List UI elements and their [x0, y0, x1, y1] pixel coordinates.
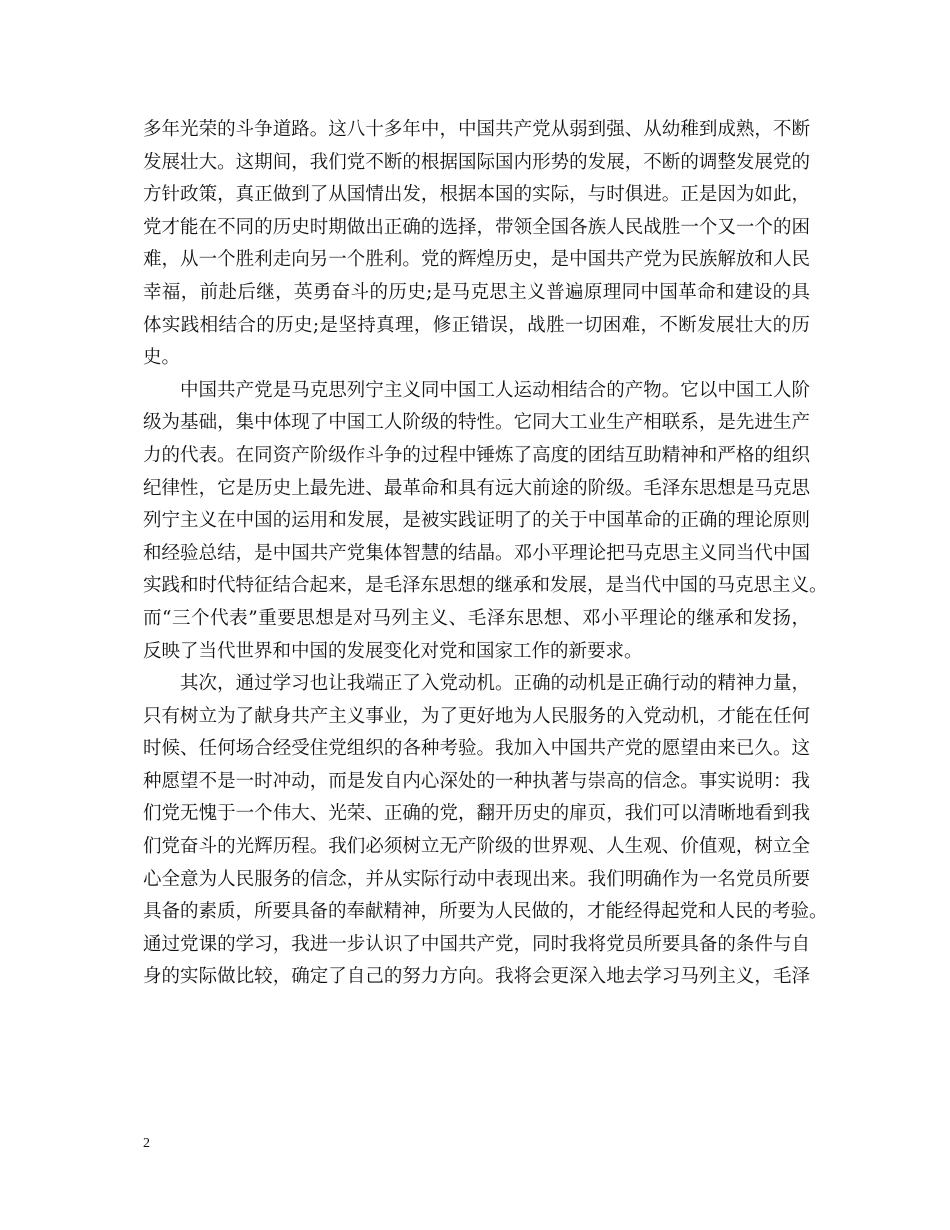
- paragraph-3: [143, 668, 828, 994]
- text-line: 其次，通过学习也让我端正了入党动机。正确的动机是正确行动的精神力量，: [180, 673, 810, 695]
- text-line: 们党无愧于一个伟大、光荣、正确的党，翻开历史的扉页，我们可以清晰地看到我: [143, 803, 810, 825]
- text-line: 幸福，前赴后继，英勇奋斗的历史;是马克思主义普遍原理同中国革命和建设的具: [143, 281, 810, 303]
- document-body: [143, 114, 828, 994]
- text-line: 时候、任何场合经受住党组织的各种考验。我加入中国共产党的愿望由来已久。这: [143, 738, 810, 760]
- paragraph-2: [143, 375, 828, 668]
- text-line: 中国共产党是马克思列宁主义同中国工人运动相结合的产物。它以中国工人阶: [180, 379, 810, 401]
- text-line: 党才能在不同的历史时期做出正确的选择，带领全国各族人民战胜一个又一个的困: [143, 216, 810, 238]
- text-line: 难，从一个胜利走向另一个胜利。党的辉煌历史，是中国共产党为民族解放和人民: [143, 249, 810, 271]
- text-line: 体实践相结合的历史;是坚持真理，修正错误，战胜一切困难，不断发展壮大的历: [143, 314, 810, 336]
- text-line: 多年光荣的斗争道路。这八十多年中，中国共产党从弱到强、从幼稚到成熟，不断: [143, 119, 810, 140]
- text-line: 们党奋斗的光辉历程。我们必须树立无产阶级的世界观、人生观、价值观，树立全: [143, 836, 810, 858]
- text-line: 力的代表。在同资产阶级作斗争的过程中锤炼了高度的团结互助精神和严格的组织: [143, 444, 810, 466]
- text-line: 心全意为人民服务的信念，并从实际行动中表现出来。我们明确作为一名党员所要: [143, 868, 810, 890]
- text-line: 通过党课的学习，我进一步认识了中国共产党，同时我将党员所要具备的条件与自: [143, 933, 810, 955]
- text-line: 方针政策，真正做到了从国情出发，根据本国的实际，与时俱进。正是因为如此，: [143, 184, 810, 206]
- paragraph-1: [143, 114, 810, 375]
- page-number: 2: [143, 1136, 150, 1151]
- text-line: 史。: [143, 347, 181, 369]
- text-line: 身的实际做比较，确定了自己的努力方向。我将会更深入地去学习马列主义，毛泽: [143, 966, 810, 988]
- text-line: 列宁主义在中国的运用和发展，是被实践证明了的关于中国革命的正确的理论原则: [143, 510, 810, 532]
- text-line: 实践和时代特征结合起来，是毛泽东思想的继承和发展，是当代中国的马克思主义。: [143, 575, 828, 597]
- text-line: 反映了当代世界和中国的发展变化对党和国家工作的新要求。: [143, 640, 643, 662]
- text-line: 发展壮大。这期间，我们党不断的根据国际国内形势的发展，不断的调整发展党的: [143, 151, 810, 173]
- text-line: 而“三个代表”重要思想是对马列主义、毛泽东思想、邓小平理论的继承和发扬，: [143, 607, 810, 629]
- text-line: 只有树立为了献身共产主义事业，为了更好地为人民服务的入党动机，才能在任何: [143, 705, 810, 727]
- text-line: 种愿望不是一时冲动，而是发自内心深处的一种执著与崇高的信念。事实说明：我: [143, 770, 810, 792]
- text-line: 和经验总结，是中国共产党集体智慧的结晶。邓小平理论把马克思主义同当代中国: [143, 542, 810, 564]
- text-line: 级为基础，集中体现了中国工人阶级的特性。它同大工业生产相联系，是先进生产: [143, 412, 810, 434]
- text-line: 纪律性，它是历史上最先进、最革命和具有远大前途的阶级。毛泽东思想是马克思: [143, 477, 810, 499]
- text-line: 具备的素质，所要具备的奉献精神，所要为人民做的，才能经得起党和人民的考验。: [143, 901, 828, 923]
